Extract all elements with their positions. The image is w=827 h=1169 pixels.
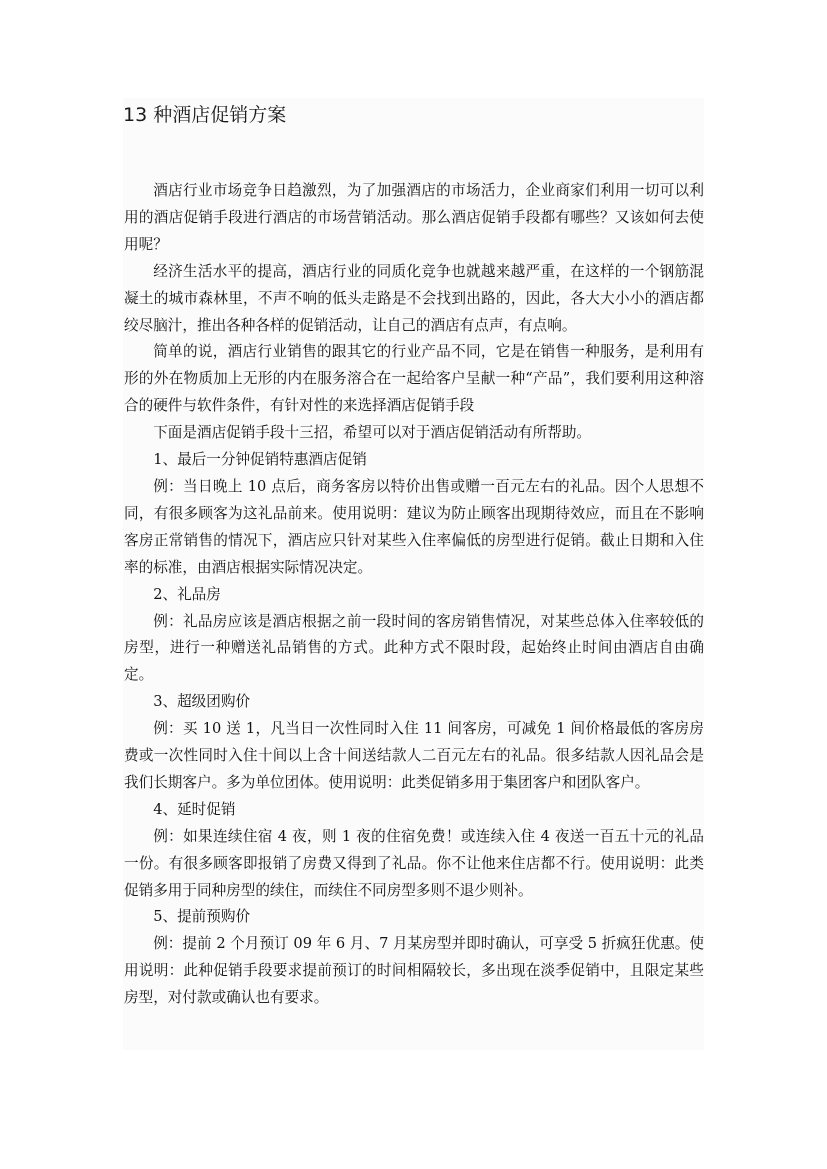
paragraph-intro: 酒店行业市场竞争日趋激烈，为了加强酒店的市场活力，企业商家们利用一切可以利用的酒店促销手段进行酒店的市场营销活动。那么酒店促销手段都有哪些？又该如何去使用呢？ — [124, 182, 704, 253]
section-heading-4: 4、延时促销 — [153, 800, 236, 818]
paragraph-background: 经济生活水平的提高，酒店行业的同质化竞争也就越来越严重，在这样的一个钢筋混凝土的城市森林里，不声不响的低头走路是不会找到出路的，因此，各大大小小的酒店都绞尽脑汁，推出各种各样的促销活动，让自己的酒店有点声，有点响。 — [124, 262, 704, 334]
paragraph-lead: 下面是酒店促销手段十三招，希望可以对于酒店促销活动有所帮助。 — [153, 424, 592, 442]
section-body-3: 例：买 10 送 1，凡当日一次性同时入住 11 间客房，可减免 1 间价格最低的客房房费或一次性同时入住十间以上含十间送结款人二百元左右的礼品。很多结款人因礼品会是我们长期客户。多为单位团体。使用说明：此类促销多用于集团客户和团队客户。 — [124, 720, 704, 791]
document-body — [124, 178, 704, 1012]
section-body-2: 例：礼品房应该是酒店根据之前一段时间的客房销售情况，对某些总体入住率较低的房型，进行一种赠送礼品销售的方式。此种方式不限时段，起始终止时间由酒店自由确定。 — [124, 612, 704, 684]
section-heading-2: 2、礼品房 — [153, 585, 221, 603]
paragraph-explanation: 简单的说，酒店行业销售的跟其它的行业产品不同，它是在销售一种服务，是利用有形的外在物质加上无形的内在服务溶合在一起给客户呈献一种“产品”，我们要利用这种溶合的硬件与软件条件，有针对性的来选择酒店促销手段 — [124, 343, 704, 415]
section-body-1: 例：当日晚上 10 点后，商务客房以特价出售或赠一百元左右的礼品。因个人思想不同，有很多顾客为这礼品前来。使用说明：建议为防止顾客出现期待效应，而且在不影响客房正常销售的情况下，酒店应只针对某些入住率偏低的房型进行促销。截止日期和入住率的标准，由酒店根据实际情况决定。 — [124, 477, 704, 576]
section-body-4: 例：如果连续住宿 4 夜，则 1 夜的住宿免费！或连续入住 4 夜送一百五十元的礼品一份。有很多顾客即报销了房费又得到了礼品。你不让他来住店都不行。使用说明：此类促销多用于同种房型的续住，而续住不同房型多则不退少则补。 — [124, 827, 704, 899]
document-title: 13 种酒店促销方案 — [123, 104, 287, 126]
section-body-5: 例：提前 2 个月预订 09 年 6 月、7 月某房型并即时确认，可享受 5 折疯狂优惠。使用说明：此种促销手段要求提前预订的时间相隔较长，多出现在淡季促销中，且限定某些房型，对付款或确认也有要求。 — [124, 935, 704, 1007]
section-heading-5: 5、提前预购价 — [153, 908, 251, 926]
section-heading-1: 1、最后一分钟促销特惠酒店促销 — [153, 451, 367, 469]
section-heading-3: 3、超级团购价 — [153, 693, 251, 711]
